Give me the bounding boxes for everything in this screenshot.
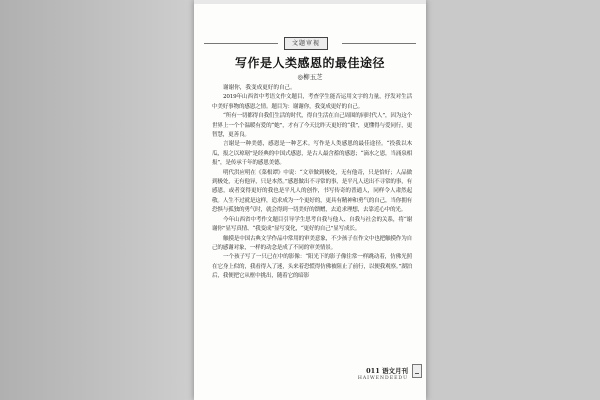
document-page — [194, 0, 426, 400]
paragraph: 触摸是中国古典文学作品中常用的审美意象，不少孩子在作文中也把触摸作为自己的感谢对象，一样的动念是成了不同的审美情景。 — [212, 235, 412, 251]
article-body — [212, 84, 412, 282]
paragraph: 今年山西省中考作文题目引导学生思考自我与他人、自我与社会的关系，将“谢谢你”显写真情、“我变成”显写变化，“更好的自己”显写成长。 — [212, 216, 412, 233]
paragraph: 2019年山西省中考语文作文题目，考查学生能否运用文字的力量，抒发对生活中美好事物的感恩之情。题目为：谢谢你，我变成更好的自己。 — [212, 94, 412, 110]
article-title: 写作是人类感恩的最佳途径 — [234, 56, 385, 70]
article-author: ◎柳玉芝 — [297, 73, 323, 81]
background-left — [0, 0, 200, 400]
paragraph: 明代洪应明在《菜根谭》中说：“文章做到极处，无有他奇，只是恰好；人品做到极处，无有他异，只是本然。”感恩做出不寻常的事，是平凡人送出不寻常的事，有感恩，或者变得更好的我也是平凡人的创作，书写传奇的普通人，同样令人肃然起敬。人生不过就是这样，追求成为一个更好的，更具有精神和勇气的自己，当你拥有恐惧与孤独的勇气时，就会得到一切美好的馈赠，去追求理想，去靠近心中的光。 — [212, 169, 412, 214]
paragraph: 谢谢你，我变成更好的自己。 — [223, 85, 296, 91]
page-number: 011 语文月刊 — [366, 367, 408, 375]
journal-name: HAIWENDEEDU — [357, 376, 408, 381]
section-rule-right — [342, 43, 416, 44]
section-rule-left — [204, 43, 278, 44]
paragraph: 言谢是一种美德，感恩是一种艺术。写作是人类感恩的最佳途径。“投我以木瓜，报之以琼琚”是经典的中国式感恩，是古人最含蓄的感恩；“滴水之恩，当涌泉相报”，是传承千年的感恩美德。 — [212, 141, 412, 167]
paragraph: “所有一切都得自我们生活的时代，得自生活在自己周围的同时代人”，因为这个世界上一个个温暖有爱的“她”，才有了今天比昨天更好的“我”，更懂得与爱同行，更智慧，更善良。 — [212, 113, 412, 139]
page-top-strip — [194, 0, 426, 4]
section-badge: 文题审视 — [284, 37, 328, 50]
journal-logo-icon — [412, 364, 422, 378]
paragraph: 一个孩子写了一只已在中的影像：“阳光下的影子像往常一样跳动着，仿佛光照在它身上似的，我看得入了迷，头来着恐慌得仿佛被阻止了前行，以便我观察。”湖泊后，我便把它从框中挑出，随着它的暗影 — [212, 254, 412, 280]
